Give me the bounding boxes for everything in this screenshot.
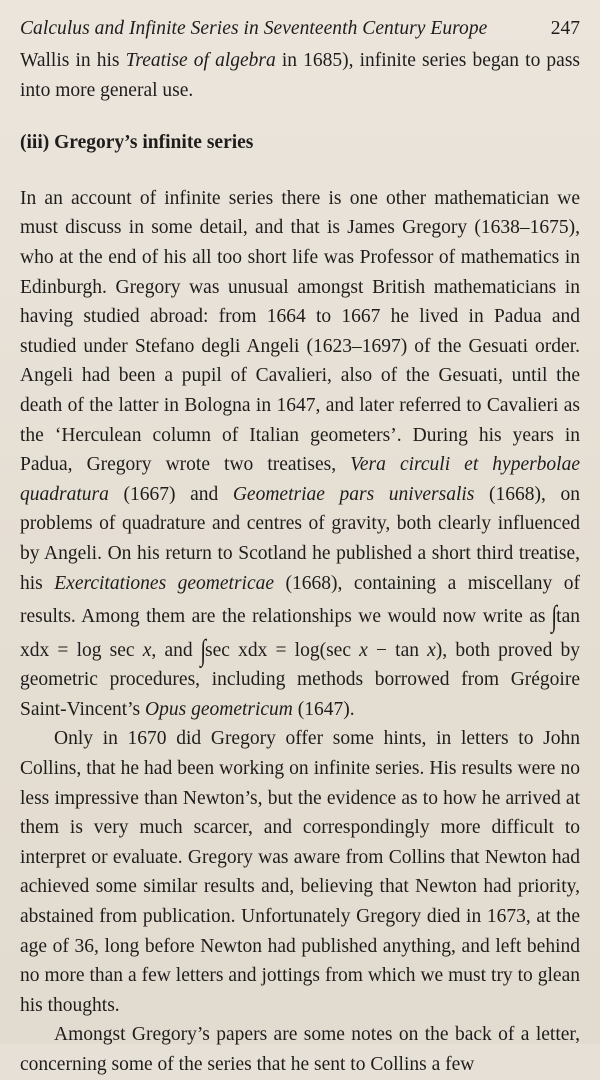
section-heading: (iii) Gregory’s infinite series	[20, 132, 254, 154]
work-title: Treatise of algebra	[125, 50, 276, 71]
paragraph-papers: Amongst Gregory’s papers are some notes on the back of a letter, concerning some of the series that he sent to Collins a few	[20, 1024, 580, 1075]
equation-integral-tan: ∫tan xdx = log sec x	[20, 600, 580, 661]
paragraph-gregory-intro: In an account of infinite series there is one other mathematician we must discuss in some detail, and that is James Gregory (1638–1675), who at the end of his all too short life was Professor of mathematics in Edinburgh. Gregory was unusual amongst British mathematicians in having studied abroad: from 1664 to 1667 he lived in Padua and studied under Stefano degli Angeli (1623–1697) of the Gesuati order. Angeli had been a pupil of Cavalieri, also of the Gesuati, until the death of the latter in Bologna in 1647, and later referred to Cavalieri as the ‘Herculean column of Italian geometers’. During his years in Padua, Gregory wrote two treatises, Vera circuli et hyperbolae quadratura (1667) and Geometriae pars universalis (1668), on problems of quadrature and centres of gravity, both clearly influenced by Angeli. On his return to Scotland he published a short third treatise, his Exercitationes geometricae (1668), containing a miscellany of results. Among them are the relationships we would now write as ∫tan xdx = log sec x, and ∫sec xdx = log(sec x − tan x), both proved by geometric procedures, including methods borrowed from Grégoire Saint-Vincent’s Opus geometricum (1647).	[20, 187, 581, 720]
running-head	[20, 14, 580, 44]
page-number: 247	[550, 18, 580, 39]
equation-integral-sec: ∫sec xdx = log(sec x − tan x)	[200, 633, 443, 667]
intro-paragraph: Wallis in his Treatise of algebra in 1685), infinite series began to pass into more general use.	[20, 50, 581, 101]
work-title: Opus geometricum	[145, 698, 293, 720]
work-title: Exercitationes geometricae	[54, 572, 275, 594]
running-head-title: Calculus and Infinite Series in Seventeenth Century Europe	[20, 18, 488, 39]
work-title: Vera circuli et hyperbolae quadratura	[20, 454, 581, 505]
paragraph-hints: Only in 1670 did Gregory offer some hints, in letters to John Collins, that he had been working on infinite series. His results were no less impressive than Newton’s, but the evidence as to how he arrived at them is very much scarcer, and correspondingly more difficult to interpret or evaluate. Gregory was aware from Collins that Newton had achieved some similar results and, believing that Newton had priority, abstained from publication. Unfortunately Gregory died in 1673, at the age of 36, long before Newton had published anything, and left behind no more than a few letters and jottings from which we must try to glean his thoughts.	[20, 728, 580, 1016]
work-title: Geometriae pars universalis	[232, 483, 475, 505]
